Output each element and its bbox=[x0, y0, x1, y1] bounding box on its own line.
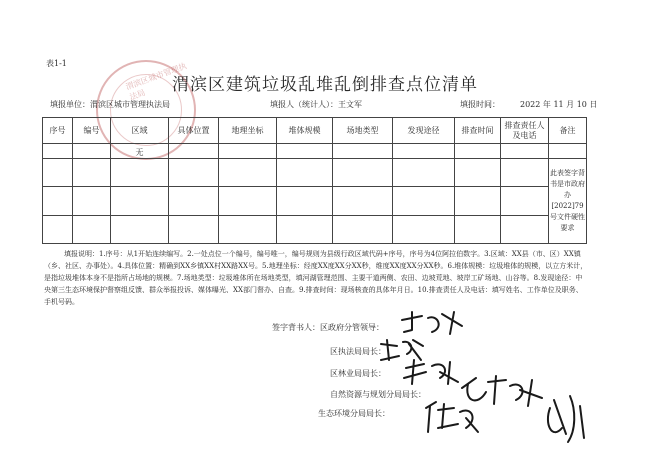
signer-environment-label: 生态环境分局局长： bbox=[318, 409, 390, 418]
col-header: 具体位置 bbox=[169, 118, 219, 144]
col-header: 地理坐标 bbox=[219, 118, 277, 144]
filling-notes: 填报说明：1.序号：从1开始连续编写。2.一处点位一个编号，编号唯一，编号规则为县级行政区域代码+序号，序号为4位阿拉伯数字。3.区域：XX县（市、区）XX镇（乡、社区、办事处）。4.具体位置：精确到XX乡镇XX村XX路XX号。5.地理坐标：经度XX度XX分XX秒，维度XX度XX分XX秒。6.堆体规模：垃圾堆体的规模，以立方米计，是指垃圾堆体本身不是指所占场地的规模。7.场地类型：垃圾堆体所在场地类型，填河湖管理范围、主要干道两侧、农田、边坡荒地、坡岸工矿场地、山谷等。8.发现途径：中央第三生态环境保护督察组反馈、群众举报投诉、媒体曝光、XX部门督办、自查。9.排查时间：现场核查的具体年月日。10.排查责任人及电话：填写姓名、工作单位及职务、手机号码。 bbox=[44, 250, 588, 306]
col-header: 排查时间 bbox=[455, 118, 501, 144]
table-row bbox=[43, 159, 587, 187]
filling-unit-value: 渭滨区城市管理执法局 bbox=[90, 100, 170, 109]
signer-forestry-label: 区林业局局长： bbox=[330, 369, 386, 378]
filling-unit-label: 填报单位： bbox=[50, 100, 90, 109]
remark-cell: 此表签字背书是市政府办[2022]79号文件硬性要求 bbox=[549, 159, 587, 244]
signature-forestry bbox=[400, 358, 464, 386]
area-cell: 无 bbox=[111, 144, 169, 159]
filler-name: 填报人（统计人）：王文军 bbox=[270, 100, 362, 109]
col-header: 序号 bbox=[43, 118, 73, 144]
col-header: 备注 bbox=[549, 118, 587, 144]
table-row bbox=[43, 215, 587, 243]
col-header: 发现途径 bbox=[393, 118, 455, 144]
signature-leader bbox=[398, 308, 468, 336]
filling-time-label: 填报时间： bbox=[460, 100, 500, 109]
document-id: 表1-1 bbox=[46, 59, 67, 68]
filling-time-value: 2022 年 11 月 10 日 bbox=[520, 100, 598, 109]
seal-text: 渭滨区城市管理执法局 bbox=[124, 61, 188, 103]
filling-time bbox=[460, 99, 597, 110]
signature-extra bbox=[540, 390, 590, 446]
table-row bbox=[43, 144, 587, 159]
col-header: 堆体规模 bbox=[277, 118, 333, 144]
signer-resources-label: 自然资源与规划分局局长： bbox=[330, 390, 426, 399]
filling-unit bbox=[50, 99, 170, 110]
page-title: 渭滨区建筑垃圾乱堆乱倒排查点位清单 bbox=[172, 75, 478, 95]
col-header: 场地类型 bbox=[333, 118, 393, 144]
table-header-row bbox=[43, 118, 587, 144]
col-header: 编号 bbox=[73, 118, 111, 144]
table-row bbox=[43, 187, 587, 215]
signature-environment bbox=[420, 398, 482, 436]
checklist-table bbox=[42, 117, 587, 244]
col-header: 排查责任人及电话 bbox=[501, 118, 549, 144]
signer-leader-label: 签字背书人：区政府分管领导： bbox=[272, 323, 384, 332]
signer-enforcement-label: 区执法局局长： bbox=[330, 347, 386, 356]
col-header: 区域 bbox=[111, 118, 169, 144]
